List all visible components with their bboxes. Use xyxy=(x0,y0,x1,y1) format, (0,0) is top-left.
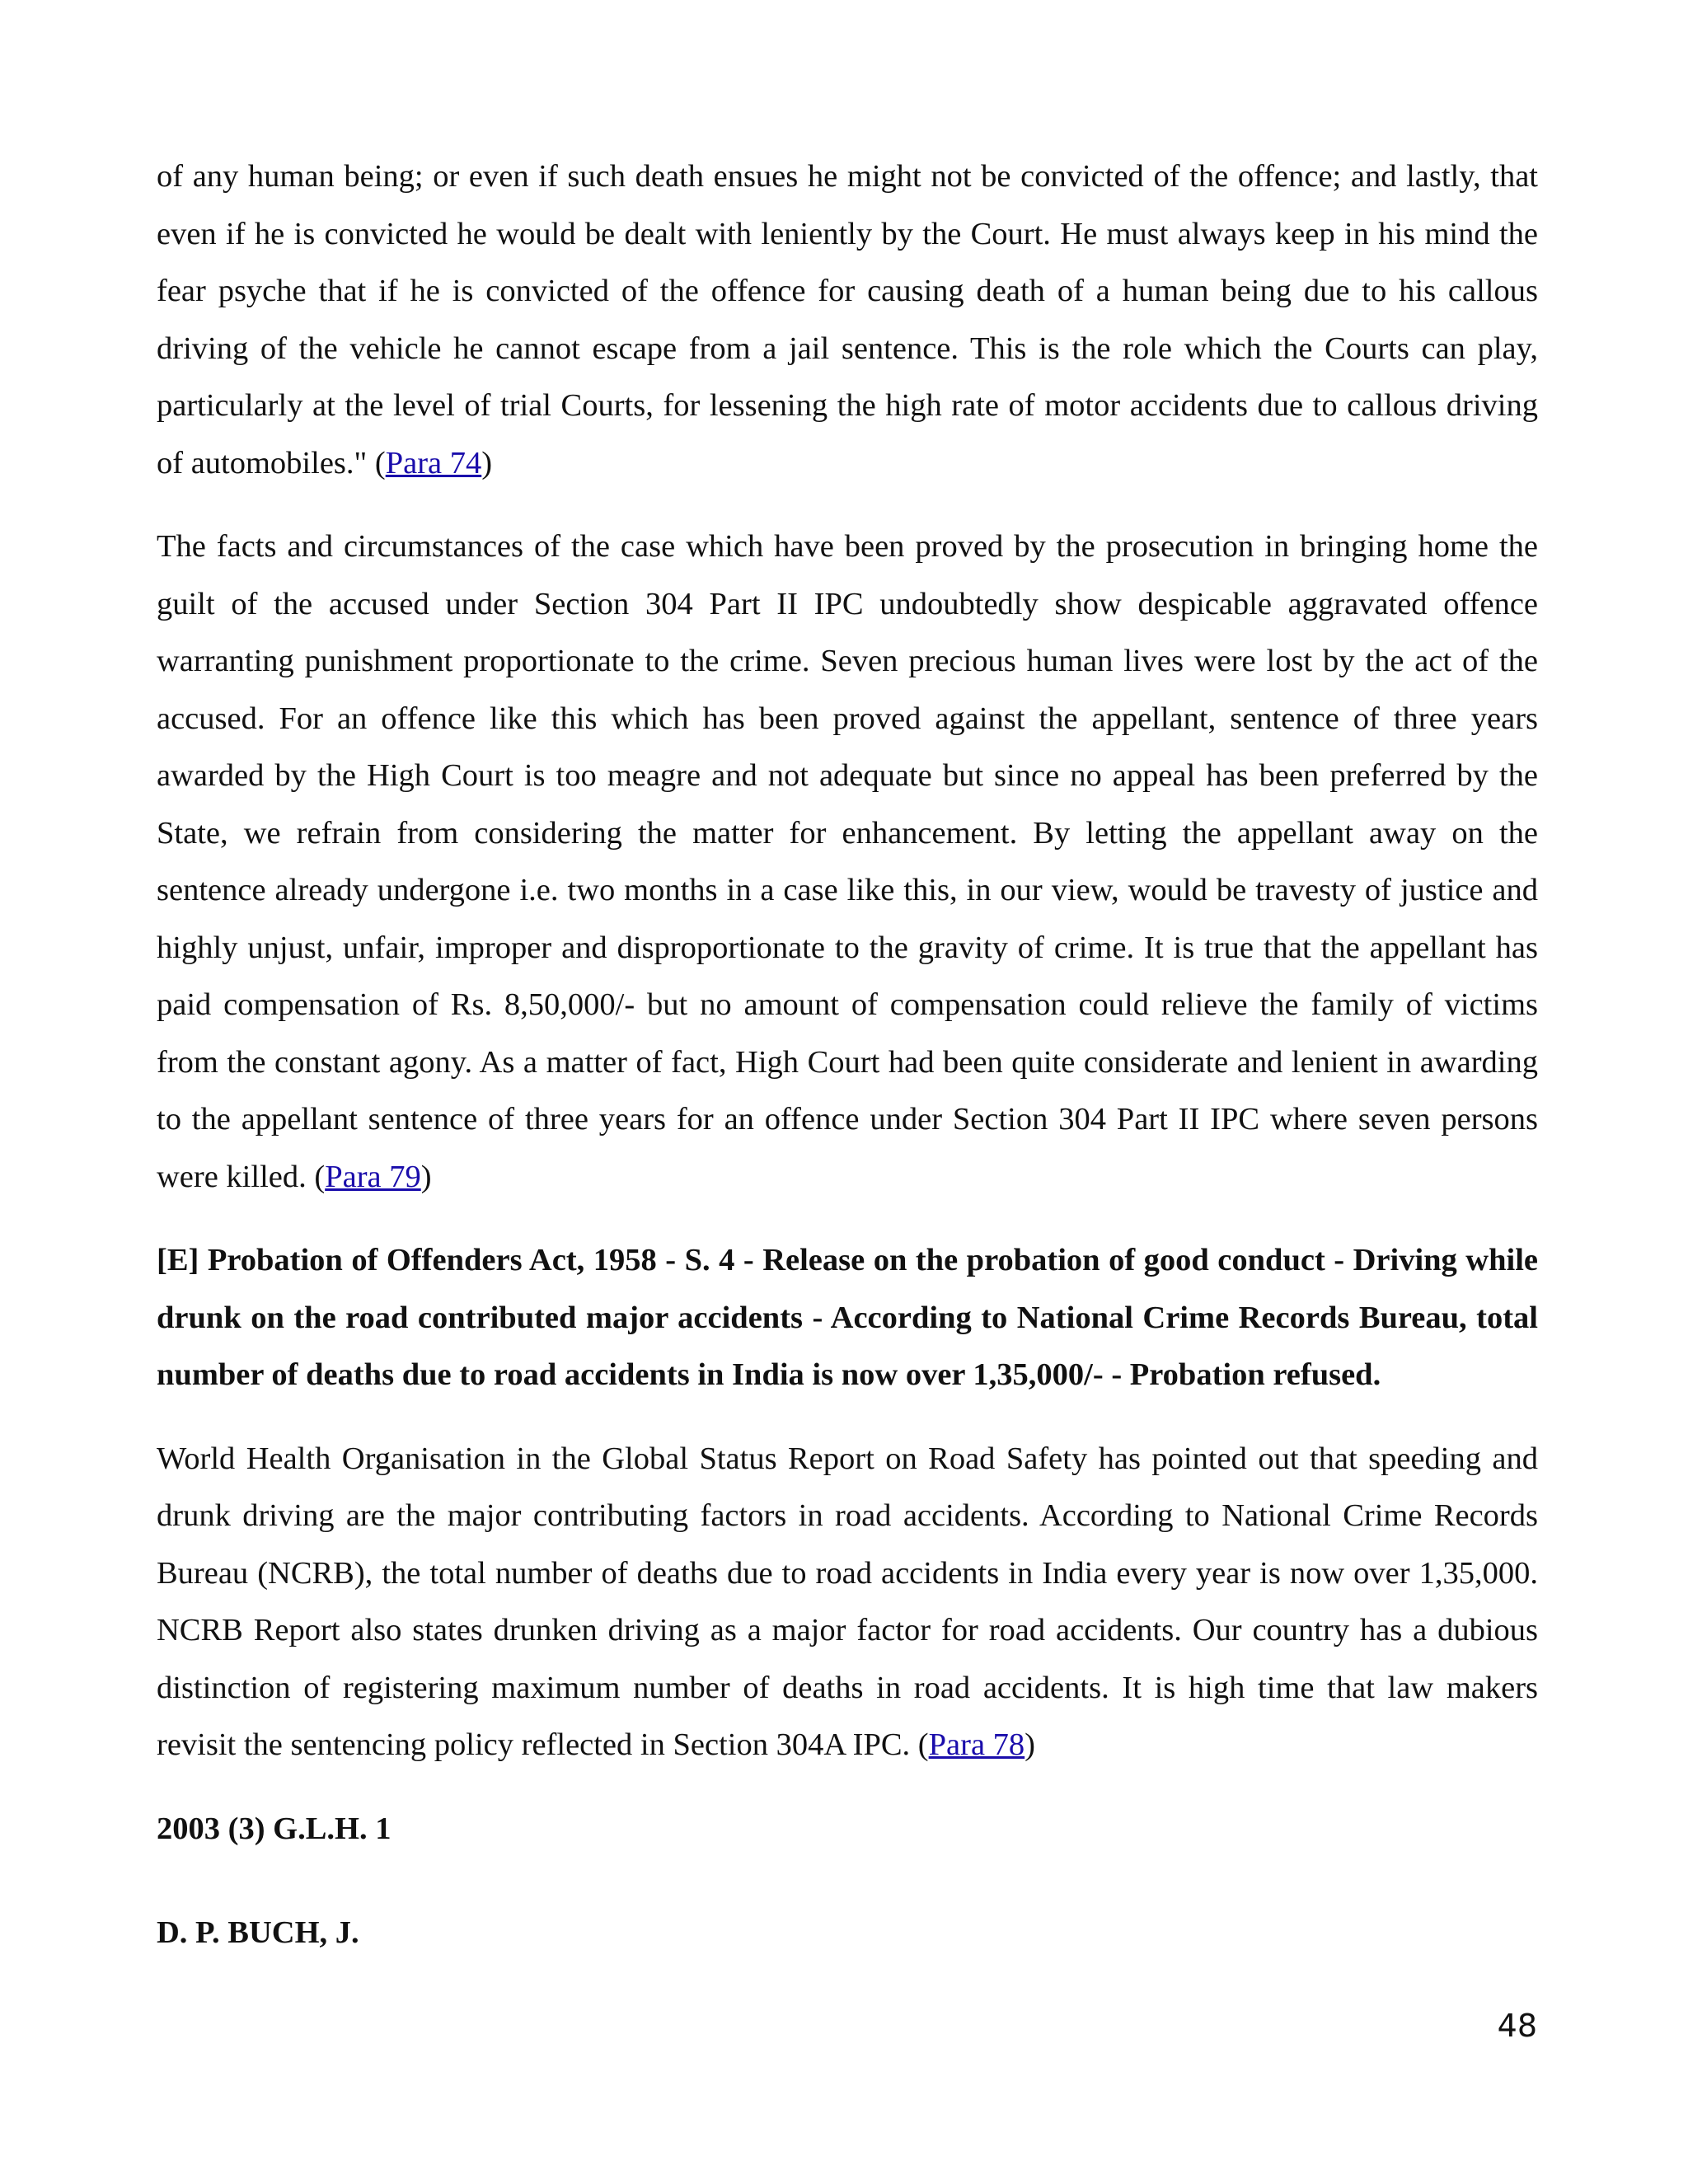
para-74-link[interactable]: Para 74 xyxy=(385,445,482,480)
sentencing-paragraph xyxy=(157,518,1538,1206)
paragraph-text: of any human being; or even if such death ensues he might not be convicted of the offence; and lastly, that even if he is convicted he would be dealt with leniently by the Court. He must always keep in his mind the fear psyche that if he is convicted of the offence for causing death of a human being due to his callous driving of the vehicle he cannot escape from a jail sentence. This is the role which the Courts can play, particularly at the level of trial Courts, for lessening the high rate of motor accidents due to callous driving of automobiles." ( xyxy=(157,159,1538,480)
case-citation: 2003 (3) G.L.H. 1 xyxy=(157,1811,392,1846)
para-78-link[interactable]: Para 78 xyxy=(928,1727,1025,1762)
quoted-paragraph-end xyxy=(157,148,1538,492)
para-79-link[interactable]: Para 79 xyxy=(325,1159,421,1194)
paragraph-close: ) xyxy=(1025,1727,1035,1762)
paragraph-close: ) xyxy=(420,1159,432,1194)
paragraph-text: The facts and circumstances of the case which have been proved by the prosecution in bringing home the guilt of the accused under Section 304 Part II IPC undoubtedly show despicable aggravated offence warranting punishment proportionate to the crime. Seven precious human lives were lost by the act of the accused. For an offence like this which has been proved against the appellant, sentence of three years awarded by the High Court is too meagre and not adequate but since no appeal has been preferred by the State, we refrain from considering the matter for enhancement. By letting the appellant away on the sentence already undergone i.e. two months in a case like this, in our view, would be travesty of justice and highly unjust, unfair, improper and disproportionate to the gravity of crime. It is true that the appellant has paid compensation of Rs. 8,50,000/- but no amount of compensation could relieve the family of victims from the constant agony. As a matter of fact, High Court had been quite considerate and lenient in awarding to the appellant sentence of three years for an offence under Section 304 Part II IPC where seven persons were killed. ( xyxy=(157,529,1538,1194)
page-number: 48 xyxy=(1497,2008,1537,2044)
headnote-heading: [E] Probation of Offenders Act, 1958 - S. 4 - Release on the probation of good conduct - Driving while drunk on the road contributed major accidents - According to National Crime Records Bureau, total number of deaths due to road accidents in India is now over 1,35,000/- - Probation refused. xyxy=(157,1243,1538,1392)
paragraph-text: World Health Organisation in the Global Status Report on Road Safety has pointed out that speeding and drunk driving are the major contributing factors in road accidents. According to National Crime Records Bureau (NCRB), the total number of deaths due to road accidents in India every year is now over 1,35,000. NCRB Report also states drunken driving as a major factor for road accidents. Our country has a dubious distinction of registering maximum number of deaths in road accidents. It is high time that law makers revisit the sentencing policy reflected in Section 304A IPC. ( xyxy=(157,1441,1538,1762)
road-safety-paragraph xyxy=(157,1431,1538,1774)
document-page xyxy=(157,148,1538,1962)
paragraph-close: ) xyxy=(481,445,493,480)
judge-name: D. P. BUCH, J. xyxy=(157,1915,359,1950)
